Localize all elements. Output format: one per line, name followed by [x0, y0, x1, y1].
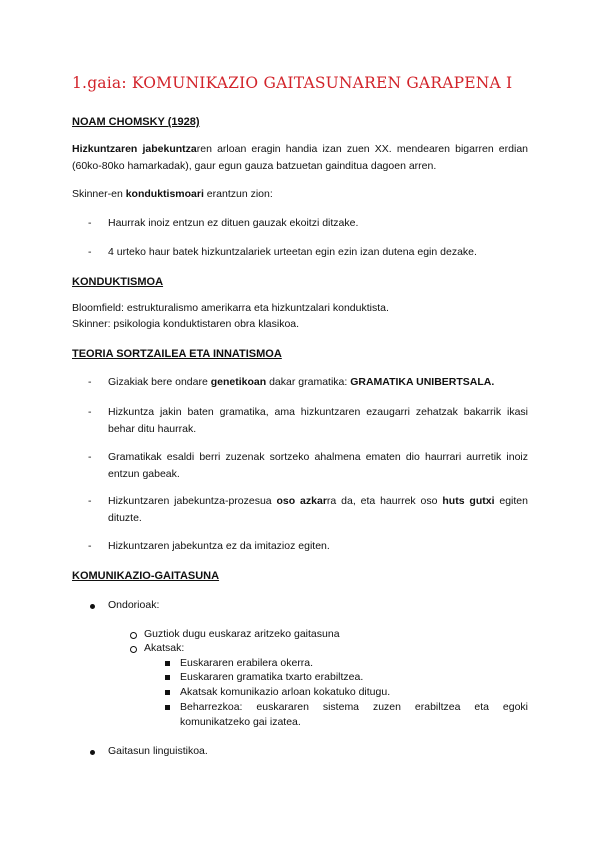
dash-marker: - [88, 376, 92, 388]
bullet-ring-icon [130, 632, 137, 639]
komunikazio-subsub-3 [165, 685, 528, 700]
teoria-item-1-text [90, 374, 528, 391]
chomsky-item-2-text: 4 urteko haur batek hizkuntzalariek urteetan egin ezin izan dutena egin dezake. [108, 246, 477, 258]
komunikazio-sub-2 [130, 641, 528, 656]
teoria-item-4-text [90, 493, 528, 527]
chomsky-item-1-text: Haurrak inoiz entzun ez dituen gauzak ekoitzi ditzake. [108, 217, 359, 229]
heading-komunikazio: KOMUNIKAZIO-GAITASUNA [72, 570, 220, 582]
teoria-item-1-b: dakar gramatika: [266, 376, 351, 388]
chomsky-p2-a: Skinner-en [72, 188, 126, 200]
bullet-ring-icon [130, 646, 137, 653]
teoria-item-4 [90, 493, 528, 527]
komunikazio-subsub-3-text: Akatsak komunikazio arloan kokatuko ditugu. [180, 686, 391, 698]
teoria-item-3-text: Gramatikak esaldi berri zuzenak sortzeko ahalmena ematen dio haurrari aurretik inoiz entzun gabeak. [108, 451, 528, 480]
dash-marker: - [88, 451, 92, 463]
bullet-square-icon [165, 661, 170, 666]
komunikazio-subsub-1 [165, 656, 528, 671]
chomsky-item-2 [90, 244, 528, 261]
komunikazio-sub-2-text: Akatsak: [144, 642, 185, 654]
dash-marker: - [88, 406, 92, 418]
chomsky-p1-bold: Hizkuntzaren jabekuntza [72, 143, 197, 155]
teoria-item-1-bold2: GRAMATIKA UNIBERTSALA. [350, 376, 495, 388]
teoria-item-4-bold2: huts gutxi [442, 495, 495, 507]
chomsky-item-1 [90, 215, 528, 232]
komunikazio-sub-1-text: Guztiok dugu euskaraz aritzeko gaitasuna [144, 628, 340, 640]
komunikazio-subsub-4 [165, 700, 528, 730]
teoria-item-1-bold1: genetikoan [210, 376, 267, 388]
chomsky-paragraph-1 [72, 141, 528, 175]
heading-teoria: TEORIA SORTZAILEA ETA INNATISMOA [72, 348, 282, 360]
dash-marker: - [88, 246, 92, 258]
teoria-item-1 [90, 374, 528, 391]
komunikazio-bullet-2-text: Gaitasun linguistikoa. [108, 745, 208, 757]
chomsky-p2-b: erantzun zion: [203, 188, 273, 200]
komunikazio-sub-1 [130, 627, 528, 642]
teoria-item-4-b: ra da, eta haurrek oso [326, 495, 443, 507]
dash-marker: - [88, 495, 92, 507]
bullet-square-icon [165, 690, 170, 695]
bullet-square-icon [165, 705, 170, 710]
komunikazio-subsub-2 [165, 670, 528, 685]
teoria-item-3 [90, 449, 528, 483]
chomsky-p1-rest: ren arloan eragin handia izan zuen XX. mendearen bigarren erdian (60ko-80ko hamarkadak), gaur egun gauza batzuetan gainditua dagoen arren. [72, 143, 528, 172]
heading-chomsky: NOAM CHOMSKY (1928) [72, 116, 200, 128]
komunikazio-bullet-1 [90, 598, 528, 613]
komunikazio-bullet-2 [90, 744, 528, 759]
komunikazio-subsub-4-text: Beharrezkoa: euskararen sistema zuzen erabiltzea eta egoki komunikatzeko gai izatea. [180, 701, 528, 728]
teoria-item-4-bold1: oso azkar [276, 495, 327, 507]
page-title: 1.gaia: KOMUNIKAZIO GAITASUNAREN GARAPENA I [72, 74, 513, 92]
bullet-dot-icon [90, 604, 95, 609]
teoria-item-4-c: egiten dituzte. [108, 495, 528, 524]
konduktismoa-line-1: Bloomfield: estrukturalismo amerikarra eta hizkuntzalari konduktista. [72, 302, 389, 314]
bullet-square-icon [165, 675, 170, 680]
komunikazio-subsub-1-text: Euskararen erabilera okerra. [180, 657, 314, 669]
dash-marker: - [88, 217, 92, 229]
teoria-item-2-text: Hizkuntza jakin baten gramatika, ama hizkuntzaren ezaugarri zehatzak bakarrik ikasi behar ditu haurrak. [108, 406, 528, 435]
teoria-item-5 [90, 538, 528, 555]
chomsky-paragraph-2 [72, 186, 528, 203]
chomsky-p2-bold: konduktismoari [125, 188, 204, 200]
bullet-dot-icon [90, 750, 95, 755]
teoria-item-5-text: Hizkuntzaren jabekuntza ez da imitazioz egiten. [108, 540, 330, 552]
teoria-item-1-a: Gizakiak bere ondare [108, 376, 211, 388]
dash-marker: - [88, 540, 92, 552]
teoria-item-2 [90, 404, 528, 438]
teoria-item-4-a: Hizkuntzaren jabekuntza-prozesua [108, 495, 277, 507]
heading-konduktismoa: KONDUKTISMOA [72, 276, 164, 288]
komunikazio-subsub-2-text: Euskararen gramatika txarto erabiltzea. [180, 671, 364, 683]
konduktismoa-line-2: Skinner: psikologia konduktistaren obra klasikoa. [72, 318, 300, 330]
komunikazio-bullet-1-text: Ondorioak: [108, 599, 160, 611]
